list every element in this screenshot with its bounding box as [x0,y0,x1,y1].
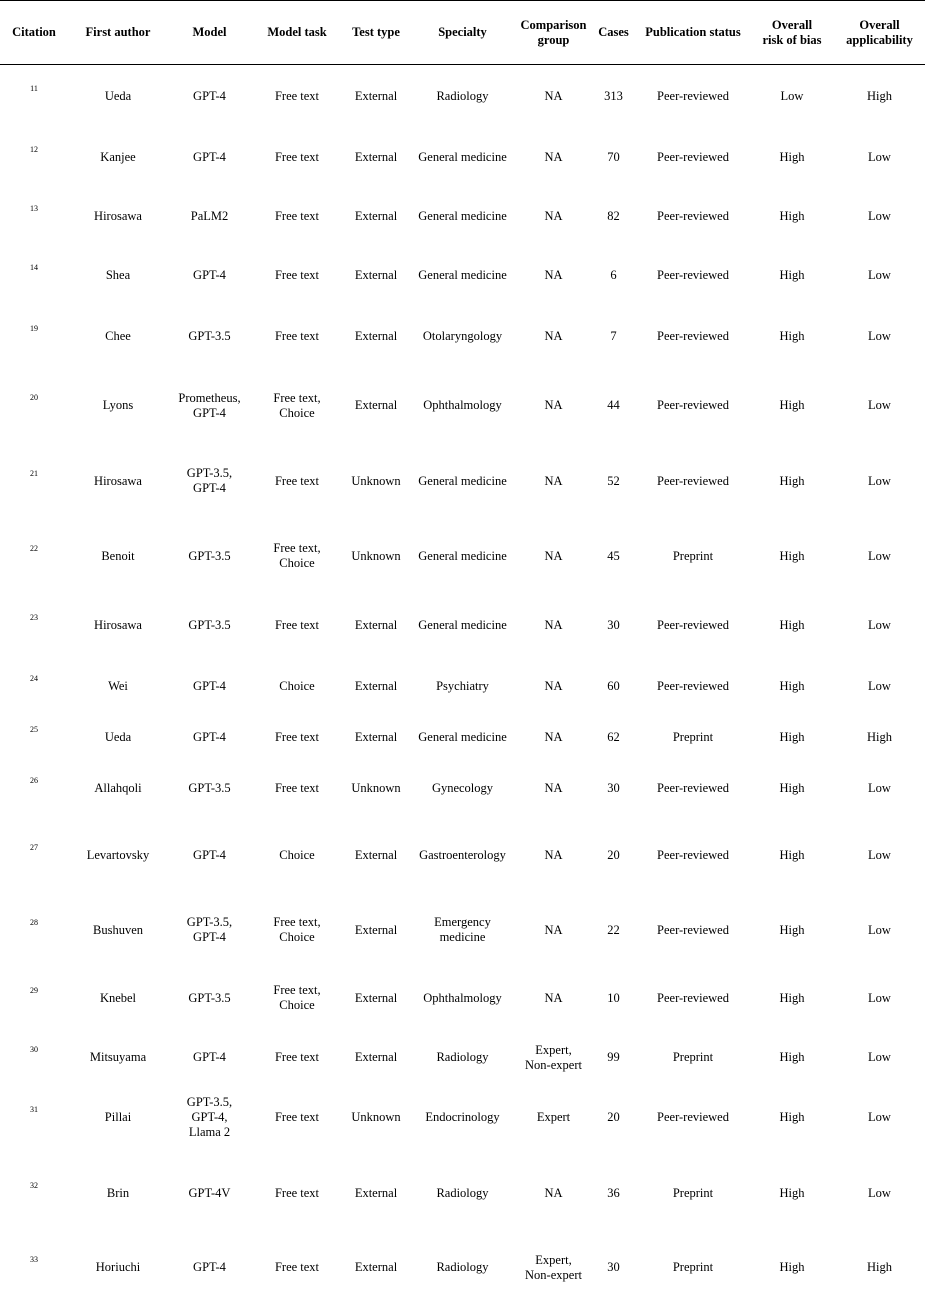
cell-test-type: External [354,990,398,1005]
cell-model-task: Free text [274,1185,320,1200]
cell-first-author: Hirosawa [94,617,142,632]
cell-cases: 30 [607,1260,620,1274]
header-publication-status: Publication status [645,25,741,39]
cell-risk-of-bias: High [779,548,805,563]
cell-test-type: External [354,729,398,744]
cell-model: PaLM2 [190,208,229,223]
cell-first-author: Kanjee [100,149,136,164]
cell-specialty: General medicine [418,149,507,164]
cell-first-author: Ueda [104,88,132,103]
cell-publication-status: Peer-reviewed [657,208,729,223]
table-row [0,1086,925,1150]
table-row [0,246,925,305]
cell-cases: 70 [607,149,620,164]
cell-model: GPT-4 [193,729,226,744]
header-applicability: Overall applicability [846,17,913,47]
table-row [0,760,925,817]
cell-applicability: Low [868,678,891,693]
cell-cases: 30 [607,617,620,632]
table-row [0,894,925,967]
cell-cases: 7 [610,329,617,343]
cell-first-author: Horiuchi [95,1260,141,1274]
table-row [0,1150,925,1237]
cell-model: GPT-4 [193,267,226,282]
cell-first-author: Bushuven [93,922,143,937]
table-row [0,520,925,593]
cell-citation [0,443,68,520]
cell-model: GPT-4V [188,1185,231,1200]
cell-risk-of-bias: High [779,780,805,795]
cell-model-task: Free text [274,1050,320,1064]
cell-applicability: High [867,1260,892,1274]
cell-applicability: Low [868,922,891,937]
cell-publication-status: Preprint [672,729,714,744]
cell-first-author: Shea [105,267,131,282]
citation-number: 33 [30,1255,38,1264]
cell-risk-of-bias: High [779,473,805,488]
cell-specialty: Ophthalmology [423,398,502,412]
header-comparison-group: Comparison group [520,17,587,47]
cell-comparison-group: NA [544,329,563,343]
cell-comparison-group: NA [544,1185,563,1200]
cell-publication-status: Peer-reviewed [657,267,729,282]
citation-number: 25 [30,724,38,734]
citation-number: 20 [30,393,38,402]
cell-specialty: Ophthalmology [423,990,502,1005]
cell-comparison-group: NA [544,729,563,744]
cell-citation [0,305,68,369]
cell-specialty: Radiology [436,1050,489,1064]
cell-model-task: Free text [274,208,320,223]
cell-publication-status: Peer-reviewed [657,780,729,795]
cell-first-author: Brin [106,1185,130,1200]
cell-risk-of-bias: High [779,678,805,693]
table-row [0,1030,925,1086]
cell-cases: 62 [607,729,620,744]
cell-test-type: External [354,329,398,343]
cell-citation [0,894,68,967]
cell-model: GPT-3.5 [188,780,231,795]
cell-model-task: Free text, Choice [273,983,321,1012]
cell-publication-status: Peer-reviewed [657,1110,729,1124]
cell-citation [0,967,68,1030]
cell-citation [0,760,68,817]
cell-publication-status: Peer-reviewed [657,617,729,632]
cell-model: GPT-3.5 [188,990,231,1005]
cell-test-type: External [354,88,398,103]
cell-cases: 10 [607,990,620,1005]
cell-citation [0,520,68,593]
cell-citation [0,593,68,658]
cell-risk-of-bias: High [779,990,805,1005]
table-row [0,128,925,187]
cell-citation [0,187,68,246]
cell-model-task: Free text [274,88,320,103]
cell-comparison-group: Expert, Non-expert [525,1252,582,1282]
cell-first-author: Wei [108,678,128,693]
table-row [0,715,925,760]
cell-model: GPT-4 [193,1260,226,1274]
header-first-author: First author [85,25,151,39]
cell-first-author: Hirosawa [94,473,142,488]
cell-risk-of-bias: High [779,398,805,412]
citation-number: 22 [30,543,38,553]
cell-first-author: Lyons [102,398,134,412]
cell-comparison-group: NA [544,548,563,563]
table-row [0,1237,925,1299]
cell-specialty: Emergency medicine [434,915,491,944]
cell-publication-status: Preprint [672,1050,714,1064]
cell-risk-of-bias: High [779,1185,805,1200]
cell-test-type: Unknown [351,548,401,563]
cell-model: GPT-3.5, GPT-4, Llama 2 [186,1095,233,1139]
cell-cases: 313 [604,88,623,103]
cell-test-type: External [354,847,398,862]
cell-citation [0,658,68,715]
cell-publication-status: Preprint [672,1260,714,1274]
cell-test-type: External [354,267,398,282]
citation-number: 21 [30,468,38,478]
cell-specialty: Endocrinology [425,1110,500,1124]
citation-number: 13 [30,203,38,213]
cell-risk-of-bias: High [779,1110,805,1124]
cell-cases: 99 [607,1050,620,1064]
cell-citation [0,369,68,443]
cell-citation [0,1030,68,1086]
cell-specialty: Radiology [436,88,489,103]
cell-test-type: External [354,1185,398,1200]
cell-risk-of-bias: High [779,1260,805,1274]
cell-comparison-group: NA [544,208,563,223]
cell-cases: 45 [607,548,620,563]
citation-number: 11 [30,83,38,93]
cell-applicability: Low [868,847,891,862]
cell-specialty: Radiology [436,1260,489,1274]
cell-applicability: Low [868,990,891,1005]
cell-specialty: General medicine [418,208,507,223]
cell-applicability: Low [868,473,891,488]
table-row [0,443,925,520]
cell-specialty: Psychiatry [436,678,489,693]
cell-comparison-group: NA [544,149,563,164]
cell-first-author: Levartovsky [86,847,150,862]
cell-applicability: Low [868,208,891,223]
table-row [0,658,925,715]
cell-publication-status: Peer-reviewed [657,88,729,103]
header-specialty: Specialty [438,25,487,39]
cell-test-type: External [354,208,398,223]
cell-test-type: Unknown [351,1110,401,1124]
cell-publication-status: Peer-reviewed [657,149,729,164]
cell-first-author: Knebel [99,990,137,1005]
cell-cases: 36 [607,1185,620,1200]
cell-model-task: Free text, Choice [273,390,321,420]
cell-model: GPT-3.5 [188,548,231,563]
table-row [0,65,925,128]
cell-cases: 30 [607,780,620,795]
cell-comparison-group: NA [544,88,563,103]
cell-citation [0,715,68,760]
cell-test-type: External [354,1260,398,1274]
cell-publication-status: Preprint [672,1185,714,1200]
cell-comparison-group: NA [544,678,563,693]
table-row [0,817,925,894]
cell-risk-of-bias: High [779,329,805,343]
cell-model-task: Free text [274,729,320,744]
cell-first-author: Allahqoli [94,780,142,795]
cell-model-task: Free text [274,473,320,488]
cell-comparison-group: NA [544,990,563,1005]
cell-model-task: Free text [274,149,320,164]
cell-specialty: Gastroenterology [419,847,506,862]
cell-test-type: External [354,922,398,937]
cell-cases: 22 [607,922,620,937]
cell-specialty: General medicine [418,473,507,488]
cell-specialty: General medicine [418,267,507,282]
cell-applicability: Low [868,617,891,632]
citation-number: 14 [30,262,38,272]
cell-citation [0,128,68,187]
cell-model: GPT-4 [193,847,226,862]
cell-first-author: Mitsuyama [89,1050,147,1064]
cell-specialty: Otolaryngology [422,329,503,343]
cell-model-task: Choice [279,847,315,862]
citation-number: 30 [30,1045,38,1054]
cell-model-task: Free text, Choice [273,541,321,570]
cell-publication-status: Preprint [672,548,714,563]
header-test-type: Test type [352,25,400,39]
cell-specialty: Gynecology [431,780,494,795]
table-row [0,305,925,369]
cell-test-type: External [354,149,398,164]
cell-applicability: High [867,729,892,744]
cell-risk-of-bias: High [779,617,805,632]
cell-comparison-group: NA [544,847,563,862]
cell-cases: 82 [607,208,620,223]
cell-cases: 60 [607,678,620,693]
cell-specialty: General medicine [418,729,507,744]
cell-cases: 20 [607,1110,620,1124]
citation-number: 28 [30,917,38,927]
cell-publication-status: Peer-reviewed [657,678,729,693]
cell-model: GPT-3.5 [188,329,231,343]
cell-model: GPT-4 [193,149,226,164]
cell-comparison-group: Expert, Non-expert [525,1042,582,1072]
cell-test-type: Unknown [351,473,401,488]
cell-test-type: External [354,678,398,693]
cell-model-task: Free text, Choice [273,915,321,944]
cell-model: GPT-4 [193,88,226,103]
cell-publication-status: Peer-reviewed [657,473,729,488]
cell-cases: 6 [610,267,617,282]
cell-model-task: Free text [274,1110,320,1124]
cell-specialty: General medicine [418,617,507,632]
cell-cases: 52 [607,473,620,488]
cell-publication-status: Peer-reviewed [657,922,729,937]
cell-model: GPT-4 [193,1050,226,1064]
cell-risk-of-bias: High [779,1050,805,1064]
cell-comparison-group: NA [544,617,563,632]
header-cases: Cases [598,25,629,39]
cell-publication-status: Peer-reviewed [657,847,729,862]
cell-specialty: Radiology [436,1185,489,1200]
cell-model: GPT-3.5 [188,617,231,632]
cell-applicability: Low [868,329,891,343]
cell-comparison-group: NA [544,267,563,282]
citation-number: 24 [30,673,38,683]
cell-first-author: Pillai [104,1110,132,1124]
cell-model: GPT-4 [193,678,226,693]
cell-risk-of-bias: High [779,267,805,282]
cell-applicability: Low [868,548,891,563]
cell-publication-status: Peer-reviewed [657,398,729,412]
cell-model: GPT-3.5, GPT-4 [186,915,233,944]
table-header [0,1,925,65]
cell-model: Prometheus, GPT-4 [178,390,241,420]
cell-comparison-group: NA [544,398,563,412]
table-row [0,369,925,443]
cell-publication-status: Peer-reviewed [657,990,729,1005]
cell-comparison-group: NA [544,473,563,488]
table-row [0,187,925,246]
cell-risk-of-bias: High [779,208,805,223]
cell-cases: 44 [607,398,620,412]
header-risk-of-bias: Overall risk of bias [762,17,822,47]
cell-model-task: Free text [274,617,320,632]
citation-number: 23 [30,612,38,622]
cell-comparison-group: NA [544,922,563,937]
cell-test-type: External [354,1050,398,1064]
header-model-task: Model task [267,25,327,39]
citation-number: 19 [30,324,38,333]
cell-citation [0,1237,68,1299]
cell-test-type: External [354,617,398,632]
citation-number: 29 [30,985,38,995]
cell-risk-of-bias: High [779,847,805,862]
cell-applicability: Low [868,149,891,164]
cell-citation [0,65,68,128]
cell-citation [0,246,68,305]
cell-test-type: External [354,398,398,412]
cell-publication-status: Peer-reviewed [657,329,729,343]
header-citation: Citation [12,25,56,39]
cell-first-author: Chee [105,329,131,343]
table-row [0,593,925,658]
cell-model-task: Free text [274,780,320,795]
cell-model: GPT-3.5, GPT-4 [186,466,233,495]
cell-comparison-group: NA [544,780,563,795]
cell-model-task: Free text [274,329,320,343]
cell-applicability: Low [868,398,891,412]
cell-applicability: High [867,88,892,103]
cell-first-author: Benoit [101,548,135,563]
cell-applicability: Low [868,1050,891,1064]
citation-number: 27 [30,842,38,852]
cell-first-author: Hirosawa [94,208,142,223]
citation-number: 31 [30,1105,38,1114]
citation-number: 32 [30,1180,38,1190]
cell-specialty: General medicine [418,548,507,563]
cell-applicability: Low [868,780,891,795]
cell-model-task: Free text [274,1260,320,1274]
cell-cases: 20 [607,847,620,862]
table-body [0,65,925,1299]
cell-citation [0,1150,68,1237]
cell-test-type: Unknown [351,780,401,795]
header-model: Model [192,25,227,39]
cell-first-author: Ueda [104,729,132,744]
cell-risk-of-bias: High [779,149,805,164]
table-row [0,967,925,1030]
cell-citation [0,817,68,894]
citation-number: 26 [30,775,38,785]
cell-model-task: Choice [279,678,315,693]
cell-applicability: Low [868,1110,891,1124]
cell-model-task: Free text [274,267,320,282]
cell-applicability: Low [868,1185,891,1200]
cell-risk-of-bias: High [779,729,805,744]
cell-risk-of-bias: Low [780,88,804,103]
cell-citation [0,1086,68,1150]
citation-number: 12 [30,144,38,154]
cell-risk-of-bias: High [779,922,805,937]
cell-comparison-group: Expert [536,1110,571,1124]
cell-applicability: Low [868,267,891,282]
